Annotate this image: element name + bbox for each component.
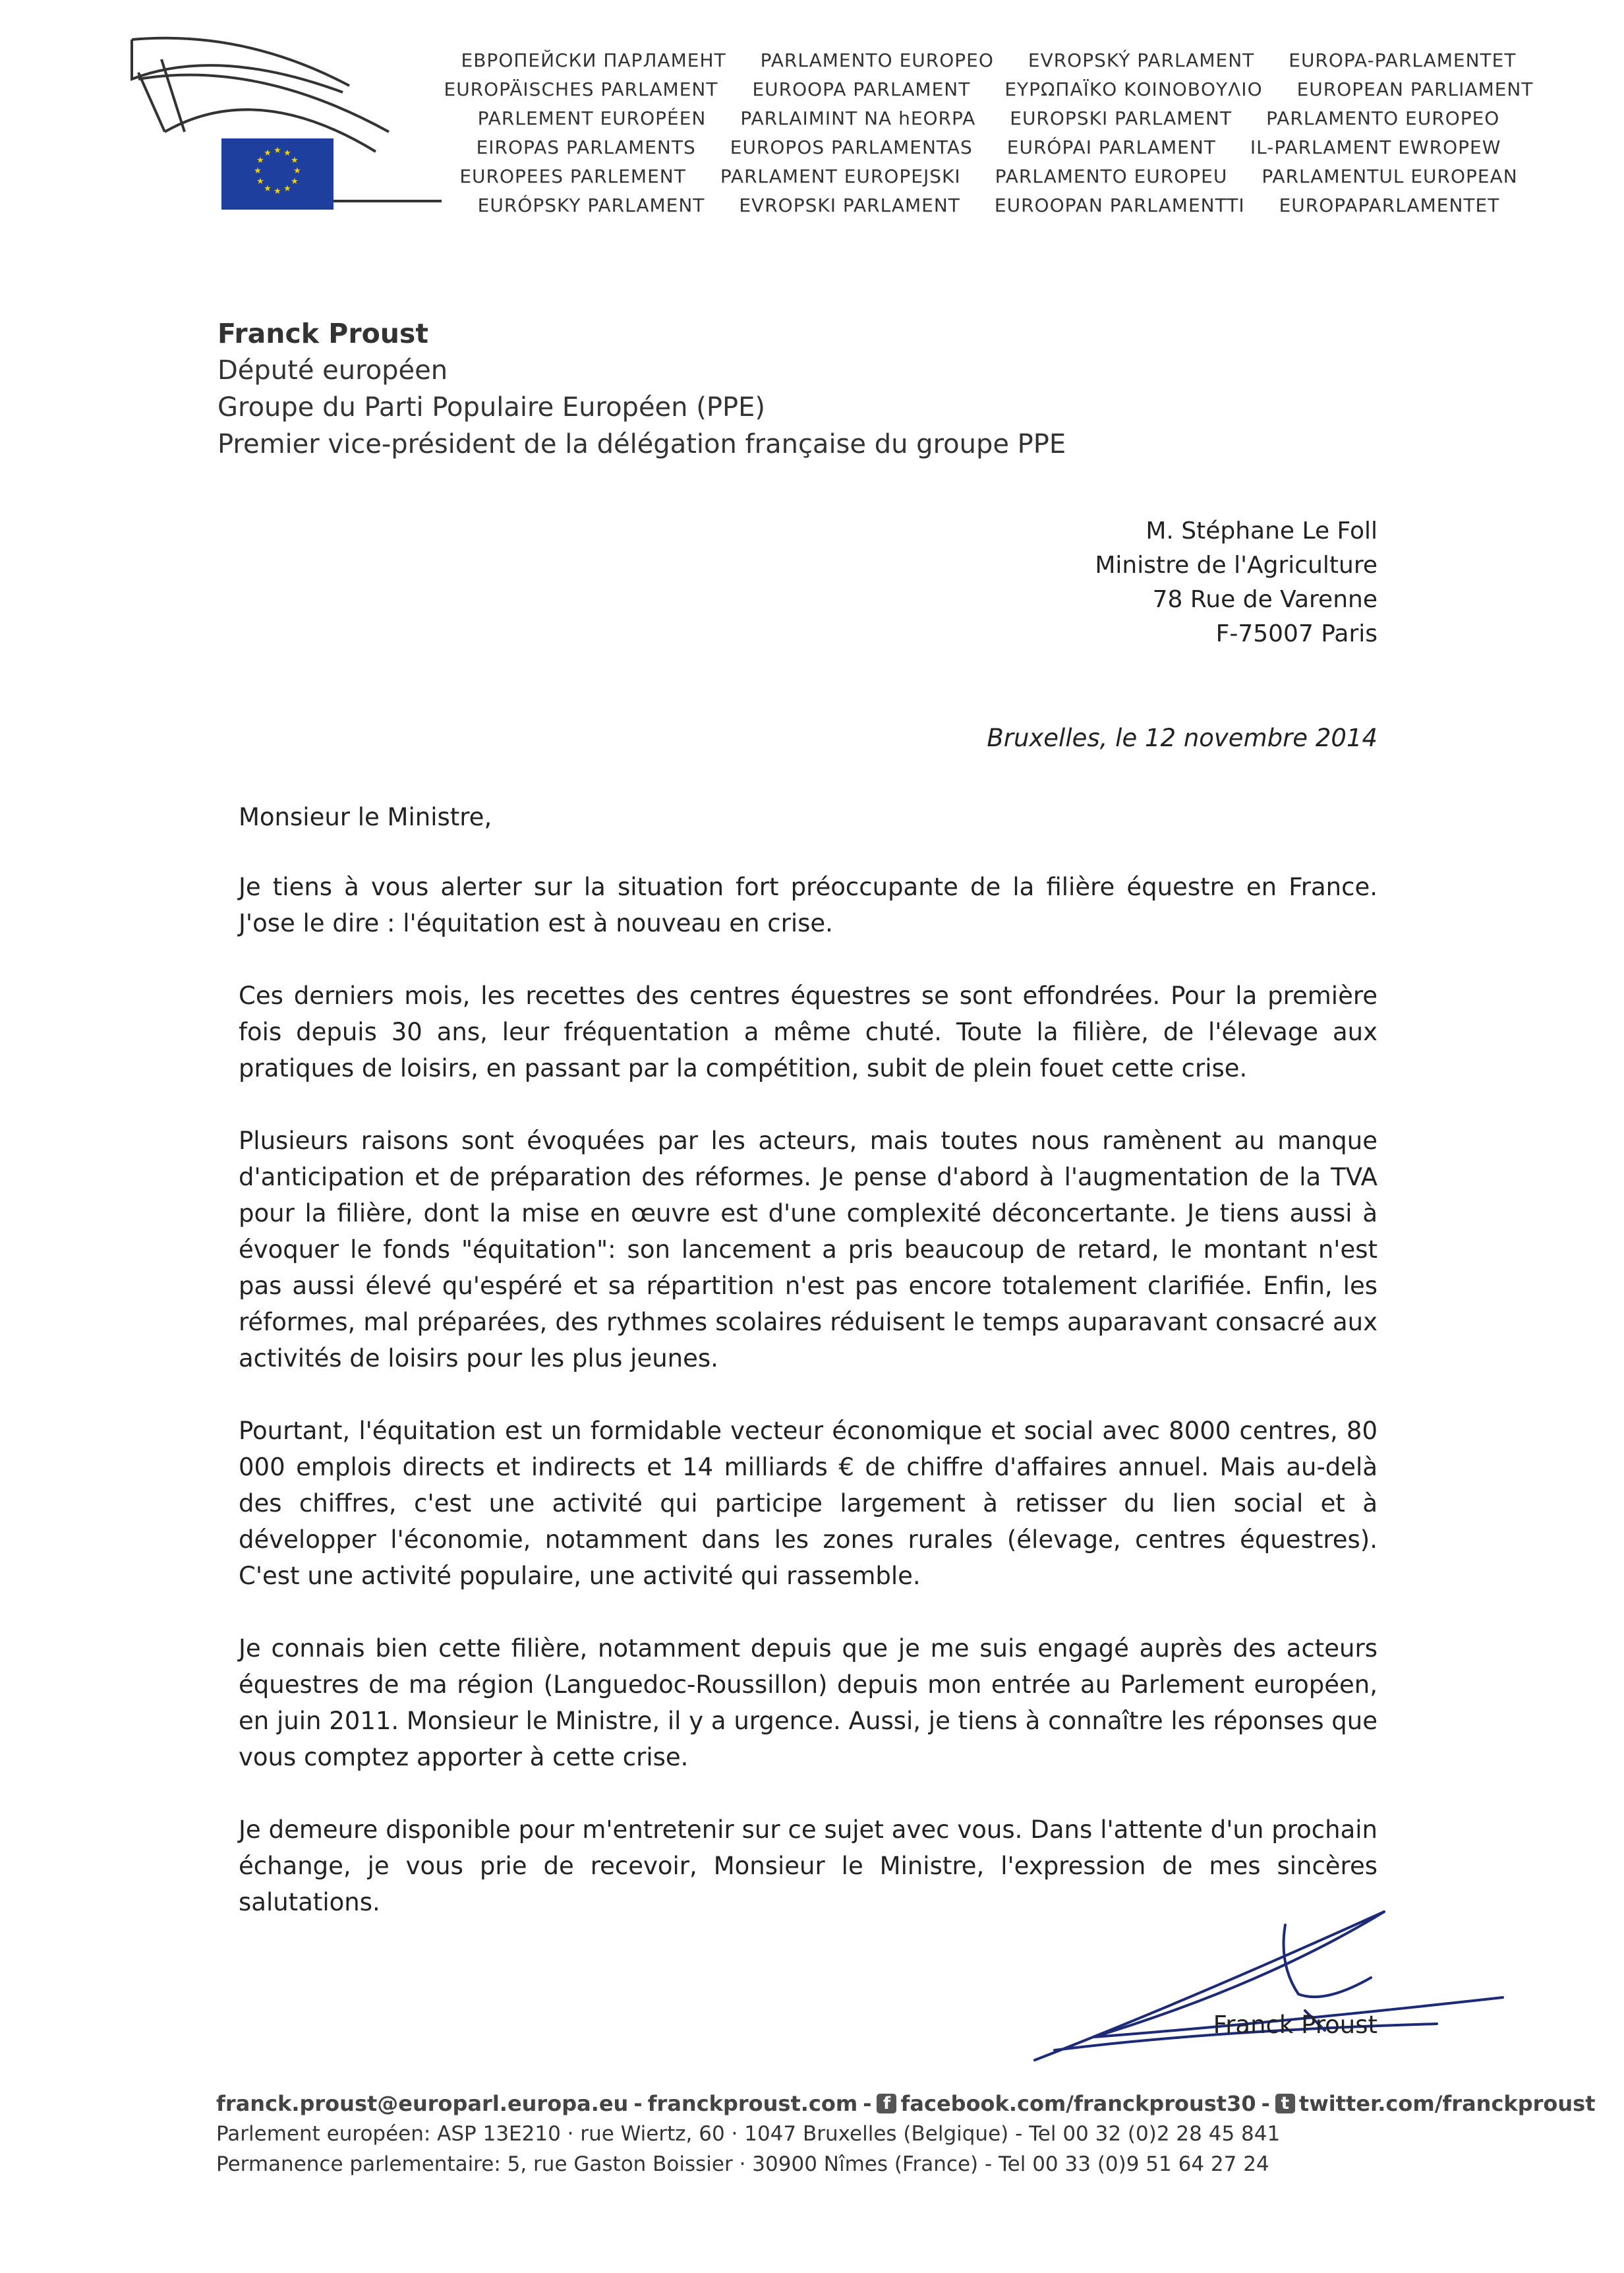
svg-text:★: ★: [274, 187, 281, 196]
twitter-link[interactable]: twitter.com/franckproust: [1298, 2091, 1596, 2116]
footer: [216, 2088, 1596, 2179]
parliament-name: EUROPÄISCHES PARLAMENT: [444, 78, 718, 100]
address-brussels: Parlement européen: ASP 13E210 · rue Wiertz, 60 · 1047 Bruxelles (Belgique) - Tel 00 32 (0)2 28 45 841: [216, 2122, 1281, 2146]
signature-name: Franck Proust: [1213, 2011, 1378, 2039]
svg-text:★: ★: [254, 166, 262, 176]
parliament-names-row: [422, 133, 1555, 162]
separator: -: [1261, 2091, 1270, 2116]
recipient-office: Ministre de l'Agriculture: [1095, 552, 1378, 579]
parliament-names-row: [422, 191, 1555, 220]
twitter-icon: t: [1275, 2094, 1295, 2113]
sender-name: Franck Proust: [218, 318, 428, 349]
handwritten-signature: [1015, 1899, 1509, 2070]
parliament-name: EUROPOS PARLAMENTAS: [730, 136, 973, 158]
sender-role: Premier vice-président de la délégation française du groupe PPE: [218, 429, 1066, 459]
paragraph: Je demeure disponible pour m'entretenir sur ce sujet avec vous. Dans l'attente d'un prochain échange, je vous prie de recevoir, Monsieur le Ministre, l'expression de mes sincères salutations.: [239, 1815, 1378, 1916]
parliament-name: PARLAMENTO EUROPEO: [760, 49, 994, 71]
svg-text:★: ★: [291, 156, 299, 165]
svg-text:★: ★: [264, 148, 272, 158]
sender-block: [218, 315, 1066, 463]
parliament-names-row: [422, 75, 1555, 104]
email-link[interactable]: franck.proust@europarl.europa.eu: [216, 2091, 629, 2116]
parliament-name: PARLAMENTO EUROPEO: [1266, 107, 1500, 129]
parliament-name: EUROPEAN PARLIAMENT: [1296, 78, 1534, 100]
svg-text:★: ★: [264, 184, 272, 194]
parliament-names-row: [422, 162, 1555, 191]
recipient-street: 78 Rue de Varenne: [1152, 586, 1378, 613]
footer-contacts: [216, 2088, 1596, 2119]
sender-title: Député européen: [218, 355, 448, 386]
parliament-name: PARLEMENT EUROPÉEN: [477, 107, 707, 129]
parliament-name: EURÓPSKY PARLAMENT: [477, 194, 705, 216]
parliament-name: EUROPAPARLAMENTET: [1279, 194, 1500, 216]
parliament-name: ЕВРОПЕЙСКИ ПАРЛАМЕНТ: [461, 49, 726, 71]
separator: -: [633, 2091, 643, 2116]
parliament-name: EUROPA-PARLAMENTET: [1289, 49, 1517, 71]
recipient-block: [1095, 514, 1378, 651]
salutation: Monsieur le Ministre,: [239, 803, 492, 831]
parliament-names: [422, 46, 1555, 220]
paragraph: Je tiens à vous alerter sur la situation fort préoccupante de la filière équestre en France. J'ose le dire : l'équitation est à nouveau en crise.: [239, 873, 1378, 937]
svg-text:★: ★: [293, 166, 301, 176]
parliament-name: EVROPSKI PARLAMENT: [739, 194, 960, 216]
svg-text:★: ★: [291, 177, 299, 187]
facebook-link[interactable]: facebook.com/franckproust30: [900, 2091, 1256, 2116]
parliament-name: EURÓPAI PARLAMENT: [1006, 136, 1216, 158]
parliament-name: EUROPEES PARLEMENT: [459, 165, 686, 187]
letter-date: Bruxelles, le 12 novembre 2014: [987, 724, 1378, 752]
letter-body: [239, 869, 1378, 1957]
recipient-city: F-75007 Paris: [1215, 620, 1378, 647]
parliament-name: EUROPSKI PARLAMENT: [1010, 107, 1232, 129]
paragraph: Pourtant, l'équitation est un formidable vecteur économique et social avec 8000 centres, 80 000 emplois directs et indirects et 14 milliards € de chiffre d'affaires annuel. Mais au-delà des chiffres, c'est une activité qui participe largement à retisser du lien social et à développer l'économie, notamment dans les zones rurales (élevage, centres équestres). C'est une activité populaire, une activité qui rassemble.: [239, 1417, 1378, 1590]
svg-text:★: ★: [256, 156, 264, 165]
recipient-name: M. Stéphane Le Foll: [1146, 517, 1378, 545]
paragraph: Ces derniers mois, les recettes des centres équestres se sont effondrées. Pour la première fois depuis 30 ans, leur fréquentation a même chuté. Toute la filière, de l'élevage aux pratiques de loisirs, en passant par la compétition, subit de plein fouet cette crise.: [239, 982, 1378, 1082]
svg-text:★: ★: [283, 148, 291, 158]
parliament-name: PARLAMENT EUROPEJSKI: [720, 165, 961, 187]
svg-text:★: ★: [274, 146, 281, 156]
sender-group: Groupe du Parti Populaire Européen (PPE): [218, 392, 765, 423]
parliament-name: ΕΥΡΩΠΑΪΚΟ ΚΟΙΝΟΒΟΥΛΙΟ: [1004, 78, 1263, 100]
svg-text:★: ★: [256, 177, 264, 187]
parliament-names-row: [422, 46, 1555, 75]
parliament-name: IL-PARLAMENT EWROPEW: [1250, 136, 1501, 158]
parliament-name: EVROPSKÝ PARLAMENT: [1028, 49, 1255, 71]
facebook-icon: f: [877, 2094, 896, 2113]
parliament-name: PARLAMENTO EUROPEU: [995, 165, 1228, 187]
paragraph: Plusieurs raisons sont évoquées par les acteurs, mais toutes nous ramènent au manque d'anticipation et de préparation des réformes. Je pense d'abord à l'augmentation de la TVA pour la filière, dont la mise en œuvre est d'une complexité déconcertante. Je tiens aussi à évoquer le fonds "équitation": son lancement a pris beaucoup de retard, le montant n'est pas aussi élevé qu'espéré et sa répartition n'est pas encore totalement clarifiée. Enfin, les réformes, mal préparées, des rythmes scolaires réduisent le temps auparavant consacré aux activités de loisirs pour les plus jeunes.: [239, 1127, 1378, 1373]
parliament-name: EUROOPAN PARLAMENTTI: [994, 194, 1245, 216]
european-parliament-logo: [125, 33, 455, 218]
address-nimes: Permanence parlementaire: 5, rue Gaston Boissier · 30900 Nîmes (France) - Tel 00 33 (0)9 51 64 27 24: [216, 2152, 1269, 2176]
paragraph: Je connais bien cette filière, notamment depuis que je me suis engagé auprès des acteurs équestres de ma région (Languedoc-Roussillon) depuis mon entrée au Parlement européen, en juin 2011. Monsieur le Ministre, il y a urgence. Aussi, je tiens à connaître les réponses que vous comptez apporter à cette crise.: [239, 1634, 1378, 1771]
svg-text:★: ★: [283, 184, 291, 194]
parliament-name: EIROPAS PARLAMENTS: [476, 136, 696, 158]
parliament-name: EUROOPA PARLAMENT: [752, 78, 971, 100]
parliament-name: PARLAMENTUL EUROPEAN: [1262, 165, 1518, 187]
parliament-names-row: [422, 104, 1555, 133]
website-link[interactable]: franckproust.com: [647, 2091, 858, 2116]
parliament-name: PARLAIMINT NA hEORPA: [740, 107, 976, 129]
separator: -: [863, 2091, 872, 2116]
